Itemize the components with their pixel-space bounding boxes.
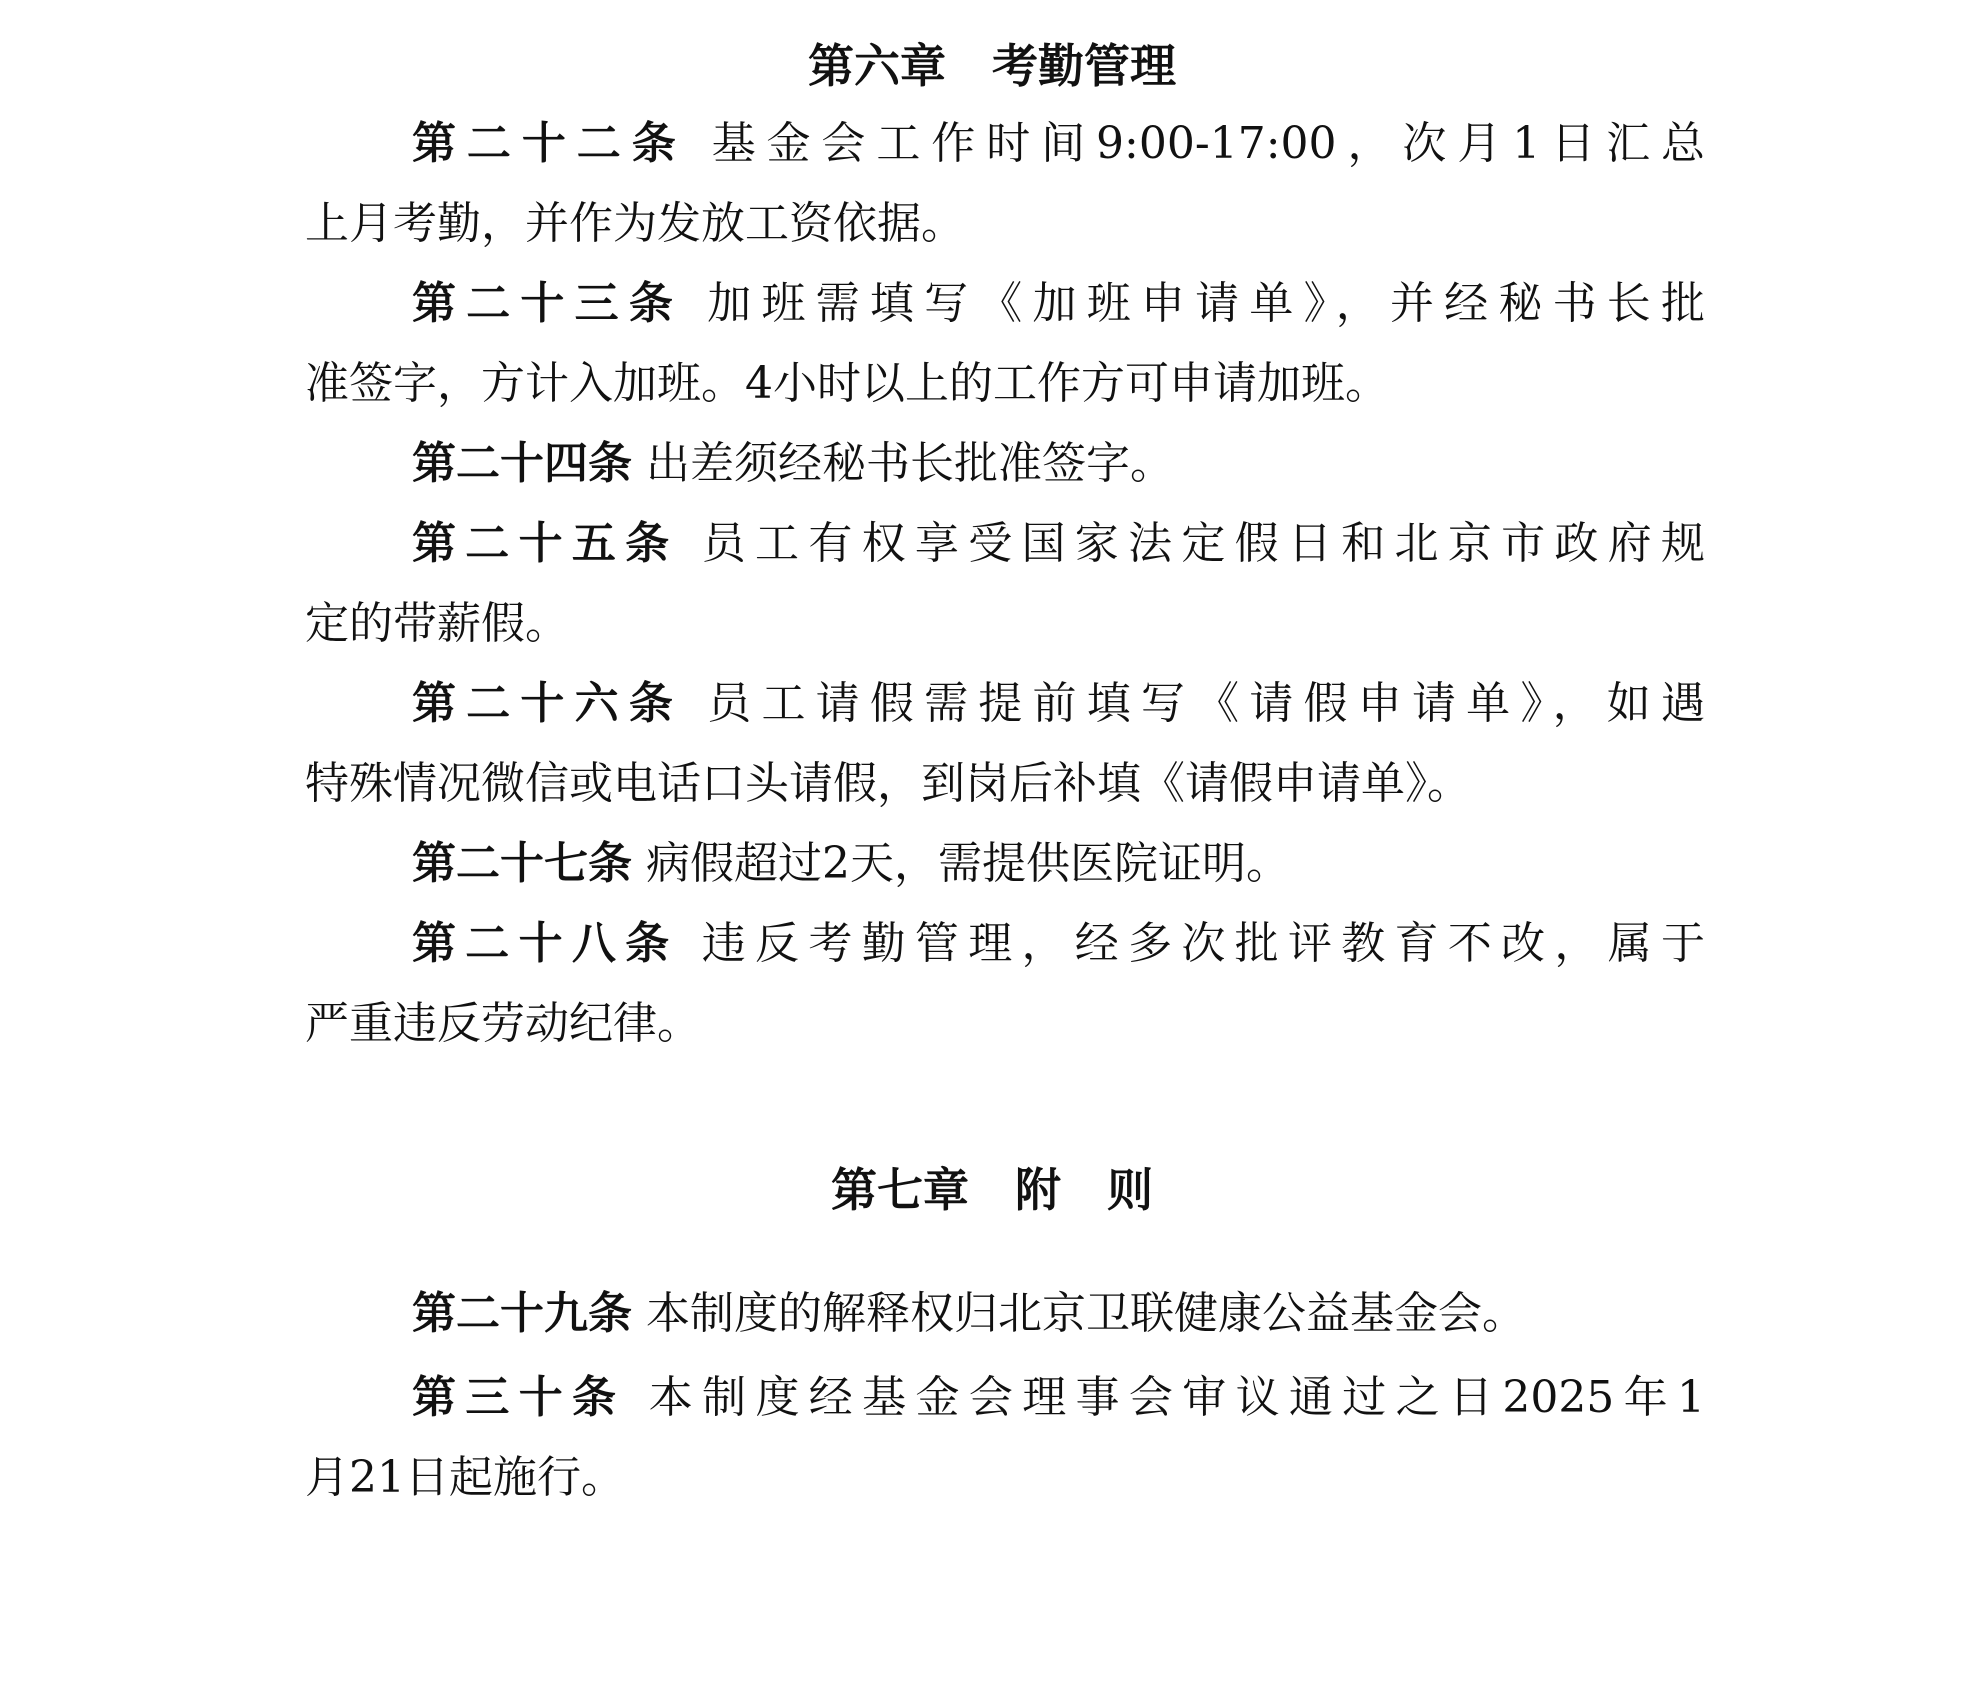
article-27-text-1: 病假超过2天，需提供医院证明。 xyxy=(646,838,1290,889)
article-28-text-1: 违反考勤管理，经多次批评教育不改，属于 xyxy=(701,918,1705,969)
article-26-head: 第二十六条 xyxy=(412,678,684,729)
article-29-head: 第二十九条 xyxy=(412,1288,632,1339)
article-26-line-1 xyxy=(412,676,1705,732)
article-25-line-2: 定的带薪假。 xyxy=(305,598,569,649)
article-22-line-1 xyxy=(412,116,1705,172)
chapter-7-title: 第七章 附 则 xyxy=(831,1163,1153,1217)
article-27-head: 第二十七条 xyxy=(412,838,632,889)
article-24-text-1: 出差须经秘书长批准签字。 xyxy=(646,438,1174,489)
article-25-line-1 xyxy=(412,516,1705,572)
article-23-line-1 xyxy=(412,276,1705,332)
chapter-6-title: 第六章 考勤管理 xyxy=(808,39,1176,93)
article-30-head: 第三十条 xyxy=(412,1372,626,1423)
article-29-text-1: 本制度的解释权归北京卫联健康公益基金会。 xyxy=(646,1288,1526,1339)
article-22-text-1: 基金会工作时间9:00-17:00，次月1日汇总 xyxy=(711,118,1706,169)
article-30-text-1: 本制度经基金会理事会审议通过之日2025年1 xyxy=(648,1372,1705,1423)
article-28-line-1 xyxy=(412,916,1705,972)
article-24-head: 第二十四条 xyxy=(412,438,632,489)
article-26-line-2: 特殊情况微信或电话口头请假，到岗后补填《请假申请单》。 xyxy=(305,758,1471,809)
article-28-head: 第二十八条 xyxy=(412,918,679,969)
article-26-text-1: 员工请假需提前填写《请假申请单》，如遇 xyxy=(707,678,1705,729)
article-22-line-2: 上月考勤，并作为发放工资依据。 xyxy=(305,198,965,249)
article-29-line-1 xyxy=(412,1286,1705,1342)
article-24-line-1 xyxy=(412,436,1705,492)
article-28-line-2: 严重违反劳动纪律。 xyxy=(305,998,701,1049)
article-30-line-2: 月21日起施行。 xyxy=(305,1452,625,1503)
article-23-head: 第二十三条 xyxy=(412,278,684,329)
article-27-line-1 xyxy=(412,836,1705,892)
article-25-text-1: 员工有权享受国家法定假日和北京市政府规 xyxy=(701,518,1705,569)
article-25-head: 第二十五条 xyxy=(412,518,679,569)
article-22-head: 第二十二条 xyxy=(412,118,687,169)
article-30-line-1 xyxy=(412,1370,1705,1426)
article-23-text-1: 加班需填写《加班申请单》，并经秘书长批 xyxy=(707,278,1705,329)
article-23-line-2: 准签字，方计入加班。4小时以上的工作方可申请加班。 xyxy=(305,358,1389,409)
